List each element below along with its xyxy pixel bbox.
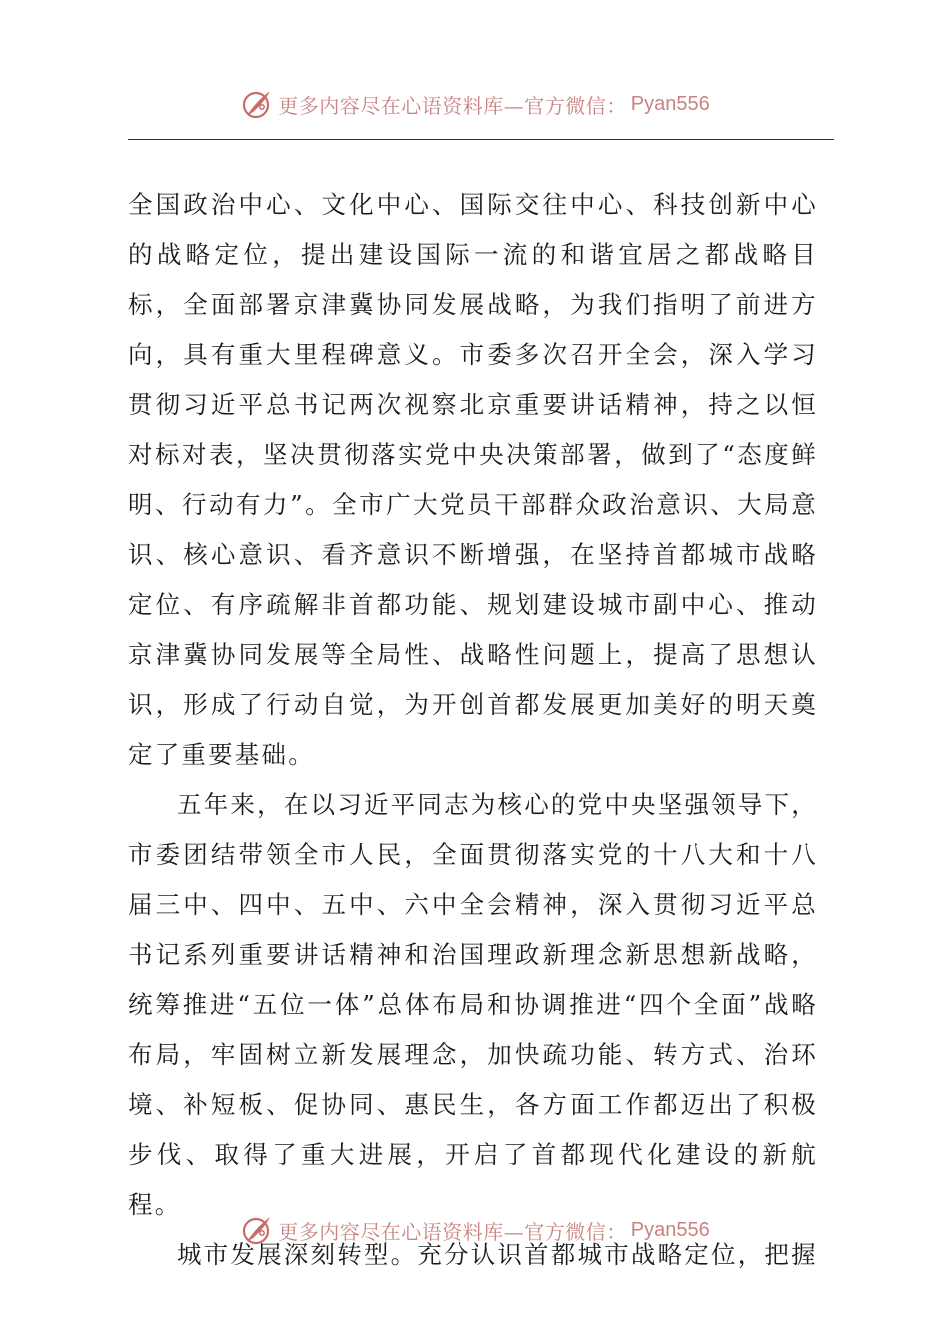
footer-banner: [0, 1208, 950, 1252]
paragraph-2: 五年来，在以习近平同志为核心的党中央坚强领导下，市委团结带领全市人民，全面贯彻落实党的十八大和十八届三中、四中、五中、六中全会精神，深入贯彻习近平总书记系列重要讲话精神和治国理政新理念新思想新战略，统筹推进“五位一体”总体布局和协调推进“四个全面”战略布局，牢固树立新发展理念，加快疏功能、转方式、治环境、补短板、促协同、惠民生，各方面工作都迈出了积极步伐、取得了重大进展，开启了首都现代化建设的新航程。: [128, 790, 818, 1219]
footer-banner-text: 更多内容尽在心语资料库—官方微信：: [278, 1219, 627, 1244]
paragraph-3: 城市发展深刻转型。充分认识首都城市战略定位，把握: [177, 1240, 818, 1269]
header-wechat-id: Pyan556: [630, 92, 710, 115]
footer-wechat-id: Pyan556: [630, 1218, 710, 1241]
document-body: [128, 180, 818, 1280]
header-banner: [0, 82, 950, 126]
quill-logo-icon: [240, 87, 274, 121]
header-banner-text: 更多内容尽在心语资料库—官方微信：: [278, 93, 627, 118]
quill-logo-icon: [240, 1213, 274, 1247]
paragraph-1: 全国政治中心、文化中心、国际交往中心、科技创新中心的战略定位，提出建设国际一流的和谐宜居之都战略目标，全面部署京津冀协同发展战略，为我们指明了前进方向，具有重大里程碑意义。市委多次召开全会，深入学习贯彻习近平总书记两次视察北京重要讲话精神，持之以恒对标对表，坚决贯彻落实党中央决策部署，做到了“态度鲜明、行动有力”。全市广大党员干部群众政治意识、大局意识、核心意识、看齐意识不断增强，在坚持首都城市战略定位、有序疏解非首都功能、规划建设城市副中心、推动京津冀协同发展等全局性、战略性问题上，提高了思想认识，形成了行动自觉，为开创首都发展更加美好的明天奠定了重要基础。: [128, 190, 818, 769]
header-divider: [128, 139, 834, 140]
